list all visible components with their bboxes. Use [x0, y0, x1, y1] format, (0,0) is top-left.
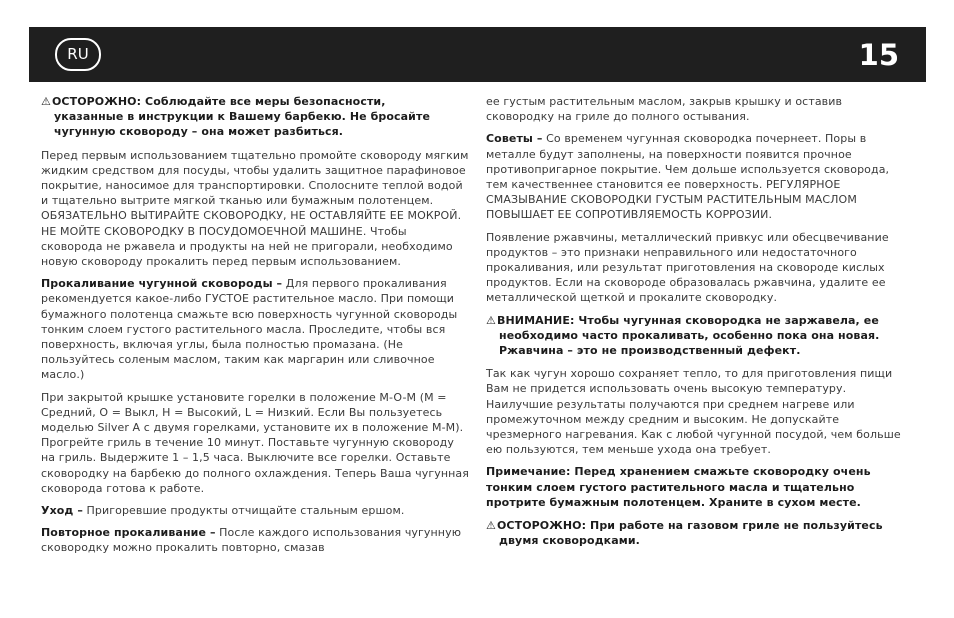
warning-triangle-icon: ⚠ [486, 519, 496, 533]
reseasoning-heading: Повторное прокаливание – [41, 526, 216, 540]
paragraph-burners: При закрытой крышке установите горелки в положение M-O-M (M = Средний, O = Выкл, H = Высокий, L = Низкий. Если Вы пользуетесь моделью Silver A с двумя горелками, установите их в положение M-M). Прогрейте гриль в течение 10 минут. Поставьте чугунную сковороду на гриль. Выдержите 1 – 1,5 часа. Выключите все горелки. Оставьте сковородку на барбекю до полного охлаждения. Теперь Ваша чугунная сковорода готова к работе. [41, 390, 469, 495]
tips-heading: Советы – [486, 132, 543, 146]
language-badge: RU [55, 38, 101, 71]
note-block: Примечание: Перед хранением смажьте сковородку очень тонким слоем густого растительного масла и тщательно протрите бумажным полотенцем. Храните в сухом месте. [486, 465, 871, 509]
attention-line2: необходимо часто прокаливать, особенно пока она новая. [499, 328, 880, 342]
paragraph-continuation: ее густым растительным маслом, закрыв крышку и оставив сковородку на гриле до полного остывания. [486, 95, 843, 124]
attention-block [486, 313, 911, 359]
caution-gas-title: ОСТОРОЖНО: [496, 519, 587, 533]
paragraph-reseasoning [41, 525, 469, 555]
reseasoning-text: После каждого использования чугунную сковородку можно прокалить повторно, смазав [41, 526, 462, 555]
caution-gas-line1: При работе на газовом гриле не пользуйтесь [586, 519, 883, 533]
paragraph-tips [486, 131, 911, 222]
seasoning-heading: Прокаливание чугунной сковороды – [41, 277, 283, 291]
caution-line2: указанные в инструкции к Вашему барбекю. Не бросайте [54, 110, 431, 124]
care-text: Пригоревшие продукты отчищайте стальным ершом. [82, 504, 405, 518]
attention-line1: Чтобы чугунная сковородка не заржавела, ее [574, 313, 879, 327]
paragraph-first-use: Перед первым использованием тщательно промойте сковороду мягким жидким средством для посуды, чтобы удалить защитное парафиновое покрытие, наносимое для транспортировки. Сполосните теплой водой и тщательно вытрите мягкой тканью или бумажным полотенцем. ОБЯЗАТЕЛЬНО ВЫТИРАЙТЕ СКОВОРОДКУ, НЕ ОСТАВЛЯЙТЕ ЕЕ МОКРОЙ. НЕ МОЙТЕ СКОВОРОДКУ В ПОСУДОМОЕЧНОЙ МАШИНЕ. Чтобы сковорода не ржавела и продукты на ней не пригорали, необходимо новую сковороду прокалить перед первым использованием. [41, 148, 469, 269]
attention-line3: Ржавчина – это не производственный дефект. [499, 344, 801, 358]
paragraph-rust: Появление ржавчины, металлический привкус или обесцвечивание продуктов – это признаки неправильного или недостаточного прокаливания, или результат приготовления на сковороде кислых продуктов. Если на сковороде образовалась ржавчина, удалите ее металлической щеткой и прокалите сковородку. [486, 230, 889, 305]
caution-gas-line2: двумя сковородками. [499, 534, 640, 548]
paragraph-care [41, 503, 469, 518]
warning-triangle-icon: ⚠ [41, 95, 51, 108]
paragraph-seasoning [41, 276, 469, 382]
tips-text: Со временем чугунная сковородка почернеет. Поры в металле будут заполнены, на поверхности появится прочное противопригарное покрытие. Чем дольше используется сковорода, тем качественнее становится ее поверхность. РЕГУЛЯРНОЕ СМАЗЫВАНИЕ СКОВОРОДКИ ГУСТЫМ РАСТИТЕЛЬНЫМ МАСЛОМ ПОВЫШАЕТ ЕЕ СОПРОТИВЛЯЕМОСТЬ КОРРОЗИИ. [486, 132, 890, 222]
caution-title: ОСТОРОЖНО: [51, 95, 142, 108]
attention-title: ВНИМАНИЕ: [496, 313, 575, 327]
care-heading: Уход – [41, 504, 83, 518]
caution-gas-block [486, 518, 911, 548]
caution-block [41, 94, 469, 140]
left-column [41, 94, 469, 563]
right-column [486, 94, 911, 556]
page-header [29, 27, 926, 82]
warning-triangle-icon: ⚠ [486, 313, 496, 327]
page-number: 15 [858, 38, 899, 72]
caution-line3: чугунную сковороду – она может разбиться. [54, 125, 344, 139]
paragraph-heat: Так как чугун хорошо сохраняет тепло, то для приготовления пищи Вам не придется использовать очень высокую температуру. Наилучшие результаты получаются при среднем нагреве или промежуточном между средним и высоким. Не допускайте чрезмерного нагревания. Как с любой чугунной посудой, чем больше ею пользуются, тем меньше ухода она требует. [486, 367, 901, 457]
seasoning-text: Для первого прокаливания рекомендуется какое-либо ГУСТОЕ растительное масло. При помощи бумажного полотенца смажьте всю поверхность чугунной сковороды тонким слоем густого растительного масла. Проследите, чтобы вся поверхность, включая углы, была полностью промазана. (Не пользуйтесь соленым маслом, таким как маргарин или сливочное масло.) [41, 277, 458, 382]
caution-line1: Соблюдайте все меры безопасности, [141, 95, 386, 108]
